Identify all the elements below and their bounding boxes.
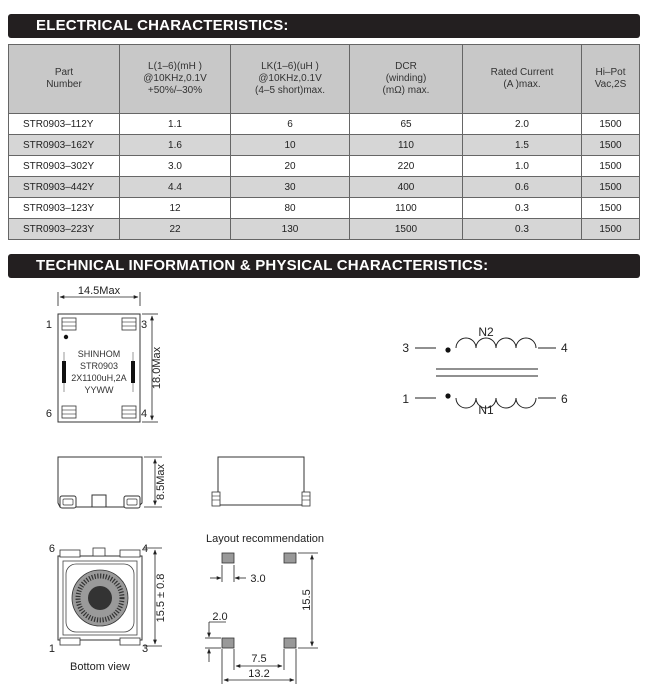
table-cell: 10 bbox=[231, 135, 350, 156]
layout-recommendation-drawing bbox=[205, 533, 324, 684]
pin-label: 6 bbox=[45, 408, 52, 420]
table-cell: 1500 bbox=[582, 198, 640, 219]
top-height-dim: 18.0Max bbox=[151, 346, 163, 390]
coil-label-n1: N1 bbox=[478, 403, 494, 417]
table-cell: 1500 bbox=[582, 219, 640, 240]
pin-pad bbox=[62, 406, 76, 418]
pin-pad bbox=[122, 318, 136, 330]
table-cell: 3.0 bbox=[120, 156, 231, 177]
marking-line: YYWW bbox=[84, 385, 114, 395]
marking-line: SHINHOM bbox=[77, 349, 121, 359]
technical-section-title: TECHNICAL INFORMATION & PHYSICAL CHARACTERISTICS: bbox=[36, 257, 489, 274]
pin-label: 1 bbox=[48, 643, 55, 655]
pin-label: 3 bbox=[142, 643, 149, 655]
pin-pad bbox=[122, 406, 136, 418]
pin-label: 6 bbox=[48, 543, 55, 555]
bottom-view-drawing bbox=[49, 543, 167, 673]
coil-label-n2: N2 bbox=[478, 325, 494, 339]
table-cell: 22 bbox=[120, 219, 231, 240]
layout-pad bbox=[284, 638, 296, 648]
side-height-dim: 8.5Max bbox=[155, 463, 167, 501]
bottom-height-dim: 15.5 ± 0.8 bbox=[155, 573, 167, 623]
col-header-leakage-inductance: LK(1–6)(uH ) @10KHz,0.1V (4–5 short)max. bbox=[231, 45, 350, 114]
table-cell: 0.3 bbox=[463, 198, 582, 219]
bottom-view-caption: Bottom view bbox=[70, 661, 130, 673]
layout-pad bbox=[222, 638, 234, 648]
layout-height-dim: 15.5 bbox=[301, 589, 313, 611]
table-cell: 220 bbox=[350, 156, 463, 177]
table-cell: 1500 bbox=[582, 114, 640, 135]
table-cell: 1500 bbox=[582, 135, 640, 156]
schematic-pin-label: 6 bbox=[561, 392, 568, 406]
table-cell: 6 bbox=[231, 114, 350, 135]
schematic-pin-label: 1 bbox=[402, 392, 409, 406]
table-cell: 110 bbox=[350, 135, 463, 156]
table-cell: 2.0 bbox=[463, 114, 582, 135]
layout-pad bbox=[284, 553, 296, 563]
table-cell: 1.6 bbox=[120, 135, 231, 156]
pin-label: 4 bbox=[141, 408, 148, 420]
end-body bbox=[218, 457, 304, 505]
table-cell: 0.3 bbox=[463, 219, 582, 240]
part-number-cell: STR0903–162Y bbox=[9, 135, 120, 156]
table-cell: 1500 bbox=[350, 219, 463, 240]
top-view-drawing bbox=[46, 285, 163, 422]
col-header-part-number: Part Number bbox=[9, 45, 120, 114]
col-header-inductance: L(1–6)(mH ) @10KHz,0.1V +50%/–30% bbox=[120, 45, 231, 114]
col-header-rated-current: Rated Current (A )max. bbox=[463, 45, 582, 114]
polarity-dot-icon bbox=[445, 347, 450, 352]
layout-title: Layout recommendation bbox=[205, 533, 325, 545]
end-view-drawing bbox=[212, 457, 310, 506]
layout-pad bbox=[222, 553, 234, 563]
pin-label: 4 bbox=[142, 543, 149, 555]
part-number-cell: STR0903–112Y bbox=[9, 114, 120, 135]
part-number-cell: STR0903–223Y bbox=[9, 219, 120, 240]
table-cell: 12 bbox=[120, 198, 231, 219]
winding-bar bbox=[131, 361, 135, 383]
table-cell: 1.0 bbox=[463, 156, 582, 177]
table-cell: 1500 bbox=[582, 156, 640, 177]
part-number-cell: STR0903–302Y bbox=[9, 156, 120, 177]
table-cell: 1.1 bbox=[120, 114, 231, 135]
table-cell: 130 bbox=[231, 219, 350, 240]
schematic-pin-label: 3 bbox=[402, 341, 409, 355]
electrical-section-title: ELECTRICAL CHARACTERISTICS: bbox=[36, 17, 289, 34]
part-number-cell: STR0903–442Y bbox=[9, 177, 120, 198]
coil-n1 bbox=[456, 398, 536, 408]
schematic-pin-label: 4 bbox=[561, 341, 568, 355]
coil-n2 bbox=[456, 338, 536, 348]
pin-label: 1 bbox=[45, 319, 52, 331]
pin-pad bbox=[62, 318, 76, 330]
table-cell: 0.6 bbox=[463, 177, 582, 198]
part-number-cell: STR0903–123Y bbox=[9, 198, 120, 219]
col-header-hipot: Hi–Pot Vac,2S bbox=[582, 45, 640, 114]
top-width-dim: 14.5Max bbox=[77, 285, 121, 297]
toroid-center bbox=[88, 586, 112, 610]
layout-outer-dim: 13.2 bbox=[248, 668, 270, 680]
side-view-drawing bbox=[58, 457, 167, 508]
table-cell: 20 bbox=[231, 156, 350, 177]
layout-gap-dim: 3.0 bbox=[250, 573, 266, 585]
table-cell: 30 bbox=[231, 177, 350, 198]
table-cell: 1500 bbox=[582, 177, 640, 198]
table-cell: 400 bbox=[350, 177, 463, 198]
polarity-dot-icon bbox=[445, 393, 450, 398]
marking-line: STR0903 bbox=[79, 361, 119, 371]
table-cell: 1.5 bbox=[463, 135, 582, 156]
pin-label: 3 bbox=[141, 319, 148, 331]
layout-pad-dim: 2.0 bbox=[212, 611, 228, 623]
table-cell: 65 bbox=[350, 114, 463, 135]
winding-bar bbox=[62, 361, 66, 383]
side-center-tab bbox=[92, 495, 106, 507]
table-cell: 80 bbox=[231, 198, 350, 219]
marking-line: 2X1100uH,2A bbox=[71, 373, 127, 383]
pin1-dot-icon bbox=[64, 335, 68, 339]
table-cell: 1100 bbox=[350, 198, 463, 219]
layout-inner-dim: 7.5 bbox=[251, 653, 267, 665]
col-header-dcr: DCR (winding) (mΩ) max. bbox=[350, 45, 463, 114]
winding-schematic bbox=[402, 325, 568, 417]
table-cell: 4.4 bbox=[120, 177, 231, 198]
